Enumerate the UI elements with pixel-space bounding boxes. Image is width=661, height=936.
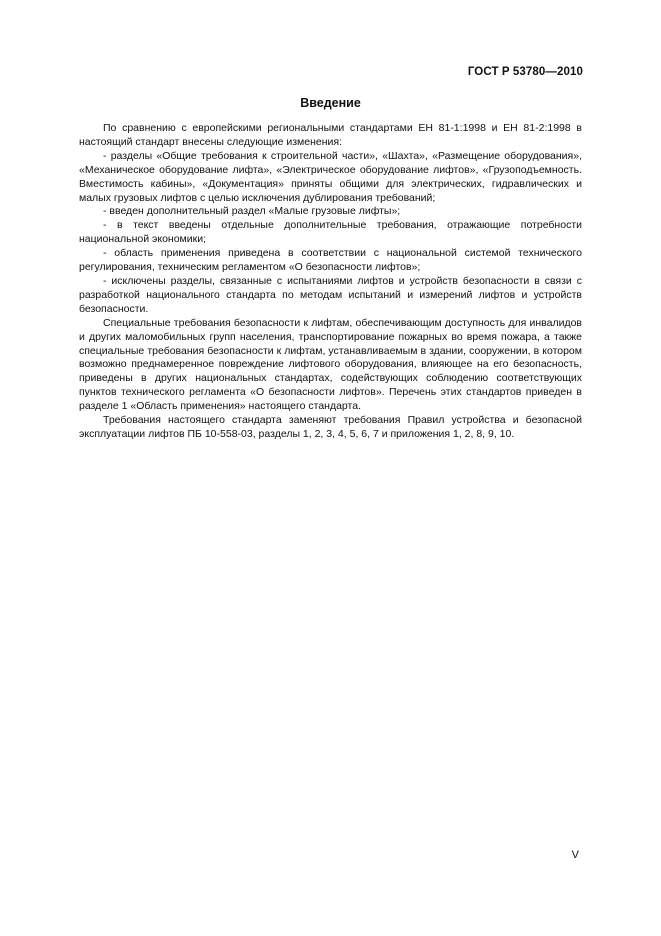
section-title: Введение — [300, 96, 361, 110]
list-item-scope: - область применения приведена в соответствии с национальной системой технического регулирования, техническим регламентом «О безопасности лифтов»; — [79, 247, 582, 274]
list-item-excluded-sections: - исключены разделы, связанные с испытаниями лифтов и устройств безопасности в связи с разработкой национального стандарта по методам испытаний и измерений лифтов и устройств безопасности. — [79, 274, 582, 315]
body-text — [79, 122, 582, 442]
page-number: V — [571, 849, 579, 861]
paragraph-special-requirements: Специальные требования безопасности к лифтам, обеспечивающим доступность для инвалидов и других маломобильных групп населения, транспортирование пожарных во время пожара, а также специальные требования безопасности к лифтам, устанавливаемым в здании, сооружении, в котором возможно преднамеренное повреждение лифтового оборудования, влияющее на его безопасность, приведены в других национальных стандартах, содействующих соблюдению соответствующих пунктов технического регламента «О безопасности лифтов». Перечень этих стандартов приведен в разделе 1 «Область применения» настоящего стандарта. — [79, 316, 582, 413]
list-item-small-freight: - введен дополнительный раздел «Малые грузовые лифты»; — [103, 205, 401, 218]
list-item-additional-requirements: - в текст введены отдельные дополнительные требования, отражающие потребности национальной экономики; — [79, 219, 582, 246]
list-item-sections: - разделы «Общие требования к строительной части», «Шахта», «Размещение оборудования», «Механическое оборудование лифта», «Электрическое оборудование лифтов», «Грузоподъемность. Вместимость кабины», «Документация» приняты общими для электрических, гидравлических и малых грузовых лифтов с целью исключения дублирования требований; — [79, 149, 582, 204]
document-code-header: ГОСТ Р 53780—2010 — [467, 66, 583, 78]
paragraph-replacement: Требования настоящего стандарта заменяют требования Правил устройства и безопасной эксплуатации лифтов ПБ 10-558-03, разделы 1, 2, 3, 4, 5, 6, 7 и приложения 1, 2, 8, 9, 10. — [79, 414, 582, 440]
paragraph-intro: По сравнению с европейскими региональными стандартами ЕН 81-1:1998 и ЕН 81-2:1998 в настоящий стандарт внесены следующие изменения: — [79, 122, 582, 148]
